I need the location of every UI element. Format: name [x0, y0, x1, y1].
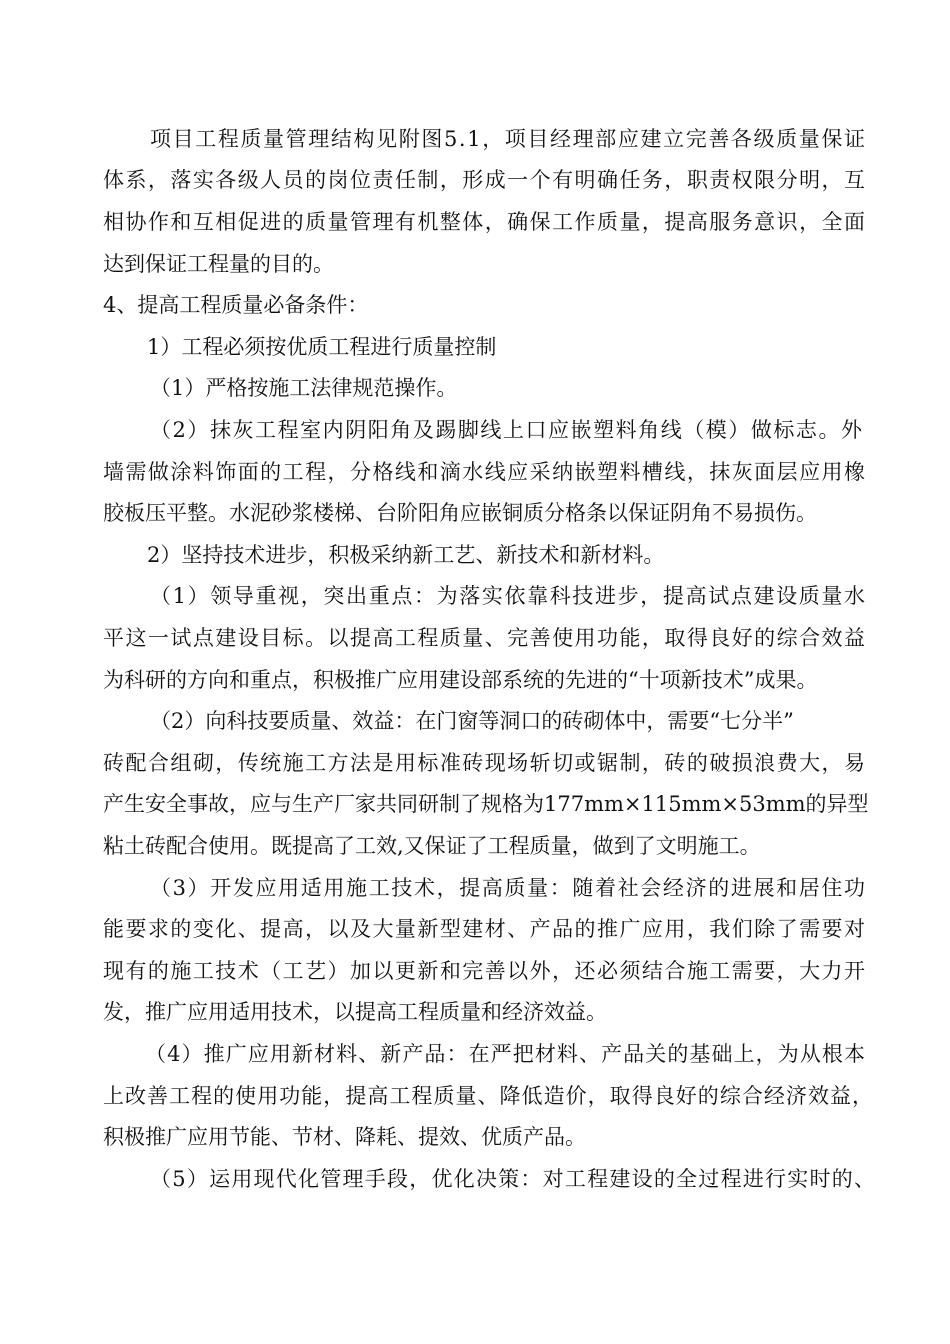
text-line: 体系，落实各级人员的岗位责任制，形成一个有明确任务，职责权限分明，互	[103, 168, 867, 192]
text-line: （1）严格按施工法律规范操作。	[150, 376, 458, 400]
text-line: 上改善工程的使用功能，提高工程质量、降低造价，取得良好的综合经济效益，	[103, 1084, 875, 1108]
text-line: 砖配合组砌，传统施工方法是用标准砖现场斩切或锯制，砖的破损浪费大，易	[103, 751, 867, 775]
text-line: 项目工程质量管理结构见附图5.1，项目经理部应建立完善各级质量保证	[150, 127, 867, 151]
text-line: 发，推广应用适用技术，以提高工程质量和经济效益。	[103, 1000, 607, 1024]
text-line: 胶板压平整。水泥砂浆楼梯、台阶阳角应嵌铜质分格条以保证阴角不易损伤。	[103, 501, 817, 525]
text-line: （5）运用现代化管理手段，优化决策：对工程建设的全过程进行实时的、	[150, 1167, 877, 1191]
subsection-heading: 2）坚持技术进步，积极采纳新工艺、新技术和新材料。	[147, 543, 665, 567]
text-line: 平这一试点建设目标。以提高工程质量、完善使用功能，取得良好的综合效益	[103, 626, 867, 650]
text-line: 达到保证工程量的目的。	[103, 252, 334, 276]
text-line: 粘土砖配合使用。既提高了工效,又保证了工程质量，做到了文明施工。	[103, 834, 761, 858]
text-line: 产生安全事故，应与生产厂家共同研制了规格为177mm×115mm×53mm的异型	[103, 792, 869, 816]
text-line: （4）推广应用新材料、新产品：在严把材料、产品关的基础上，为从根本	[145, 1042, 867, 1066]
section-heading: 4、提高工程质量必备条件：	[103, 293, 369, 317]
text-line: 相协作和互相促进的质量管理有机整体，确保工作质量，提高服务意识，全面	[103, 210, 867, 234]
text-line: （1）领导重视，突出重点：为落实依靠科技进步，提高试点建设质量水	[150, 584, 867, 608]
text-line: （2）向科技要质量、效益：在门窗等洞口的砖砌体中，需要“七分半”	[150, 709, 794, 733]
text-line: 现有的施工技术（工艺）加以更新和完善以外，还必须结合施工需要，大力开	[103, 959, 867, 983]
text-line: 墙需做涂料饰面的工程，分格线和滴水线应采纳嵌塑料槽线，抹灰面层应用橡	[103, 460, 867, 484]
text-line: （3）开发应用适用施工技术，提高质量：随着社会经济的进展和居住功	[150, 876, 867, 900]
text-line: （2）抹灰工程室内阴阳角及踢脚线上口应嵌塑料角线（模）做标志。外	[150, 418, 864, 442]
text-line: 为科研的方向和重点，积极推广应用建设部系统的先进的“十项新技术”成果。	[103, 668, 818, 692]
subsection-heading: 1）工程必须按优质工程进行质量控制	[147, 335, 497, 359]
text-line: 能要求的变化、提高，以及大量新型建材、产品的推广应用，我们除了需要对	[103, 917, 867, 941]
text-line: 积极推广应用节能、节材、降耗、提效、优质产品。	[103, 1125, 586, 1149]
